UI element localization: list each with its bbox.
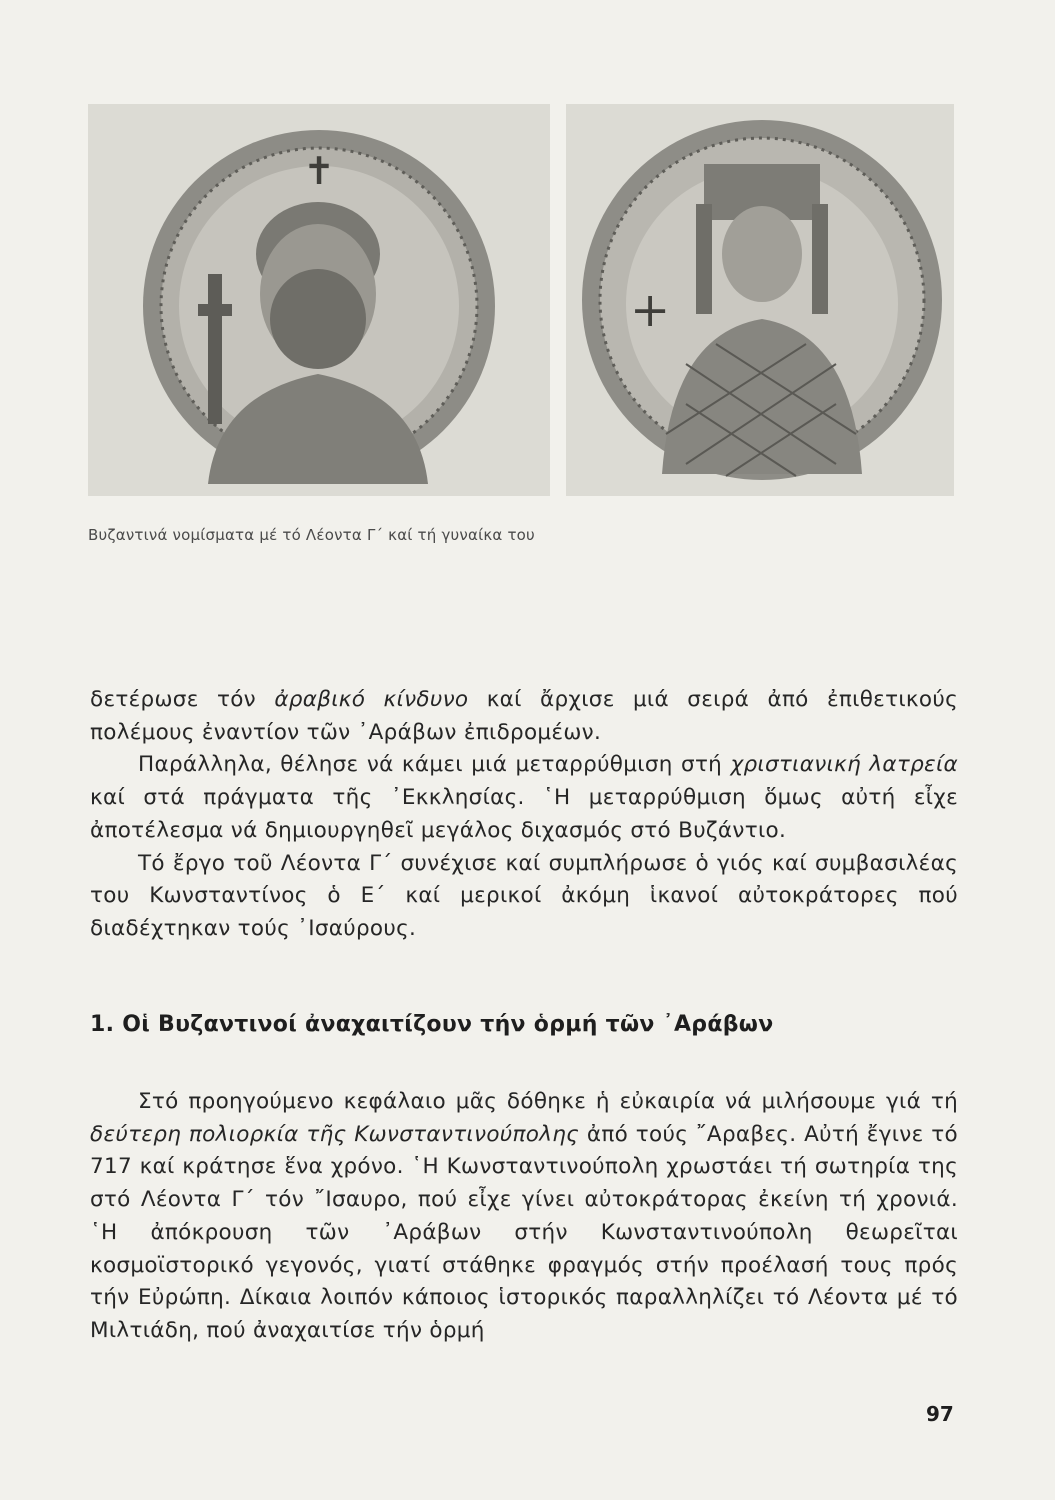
svg-text:✝: ✝ <box>303 149 335 193</box>
p2-italic: χριστιανική λατρεία <box>730 752 958 778</box>
p1-italic: ἀραβικό κίνδυνο <box>274 687 469 712</box>
page-number: 97 <box>926 1402 954 1426</box>
p4-text-a: Στό προηγούμενο κεφάλαιο μᾶς δόθηκε ἡ εὐκαιρία νά μιλήσουμε γιά τή <box>138 1089 958 1114</box>
paragraph-1 <box>90 684 958 749</box>
p1-text-b: καί ἄρχισε μιά σειρά ἀπό ἐπιθετικούς πολέμους ἐναντίον τῶν ᾿Αράβων ἐπιδρομέων. <box>90 687 958 745</box>
figure-caption: Βυζαντινά νομίσματα μέ τό Λέοντα Γ΄ καί τή γυναίκα του <box>88 526 535 544</box>
p4-text-b: ἀπό τούς ῎Αραβες. Αὐτή ἔγινε τό 717 καί κράτησε ἕνα χρόνο. ῾Η Κωνσταντινούπολη χρωστάει τή σωτηρία της στό Λέοντα Γ΄ τόν ῎Ισαυρο, πού εἶχε γίνει αὐτοκράτορας ἐκείνη τή χρονιά. ῾Η ἀπόκρουση τῶν ᾿Αράβων στήν Κωνσταντινούπολη θεωρεῖται κοσμοϊστορικό γεγονός, γιατί στάθηκε φραγμός στήν προέλασή τους πρός τήν Εὐρώπη. Δίκαια λοιπόν κάποιος ἱστορικός παραλληλίζει τό Λέοντα μέ τό Μιλτιάδη, πού ἀναχαιτίσε τήν ὁρμή <box>90 1121 958 1343</box>
coin-figure <box>88 104 954 500</box>
svg-text:+: + <box>630 282 671 338</box>
empress-coin-icon <box>566 104 954 496</box>
paragraph-3 <box>90 848 958 946</box>
p2-text-a: Παράλληλα, θέλησε νά κάμει μιά μεταρρύθμιση στή <box>138 752 731 778</box>
text-block-bottom <box>90 1086 958 1348</box>
coin-image-left <box>88 104 550 496</box>
text-block-top <box>90 684 958 946</box>
paragraph-2 <box>90 749 958 847</box>
p2-text-b: καί στά πράγματα τῆς ᾿Εκκλησίας. ῾Η μεταρρύθμιση ὅμως αὐτή εἶχε ἀποτέλεσμα νά δημιουργηθεῖ μεγάλος διχασμός στό Βυζάντιο. <box>90 785 958 843</box>
p1-text-a: δετέρωσε τόν <box>90 687 275 712</box>
paragraph-4 <box>90 1086 958 1348</box>
p4-italic: δεύτερη πολιορκία τῆς Κωνσταντινούπολης <box>90 1121 580 1147</box>
p3-text: Τό ἔργο τοῦ Λέοντα Γ΄ συνέχισε καί συμπλήρωσε ὁ γιός καί συμβασιλέας του Κωνσταντίνος ὁ Ε΄ καί μερικοί ἀκόμη ἱκανοί αὐτοκράτορες πού διαδέχτηκαν τούς ᾿Ισαύρους. <box>90 850 958 941</box>
emperor-coin-icon <box>88 104 550 496</box>
section-heading: 1. Οἱ Βυζαντινοί ἀναχαιτίζουν τήν ὁρμή τῶν ᾿Αράβων <box>90 1012 774 1037</box>
coin-image-right <box>566 104 954 496</box>
